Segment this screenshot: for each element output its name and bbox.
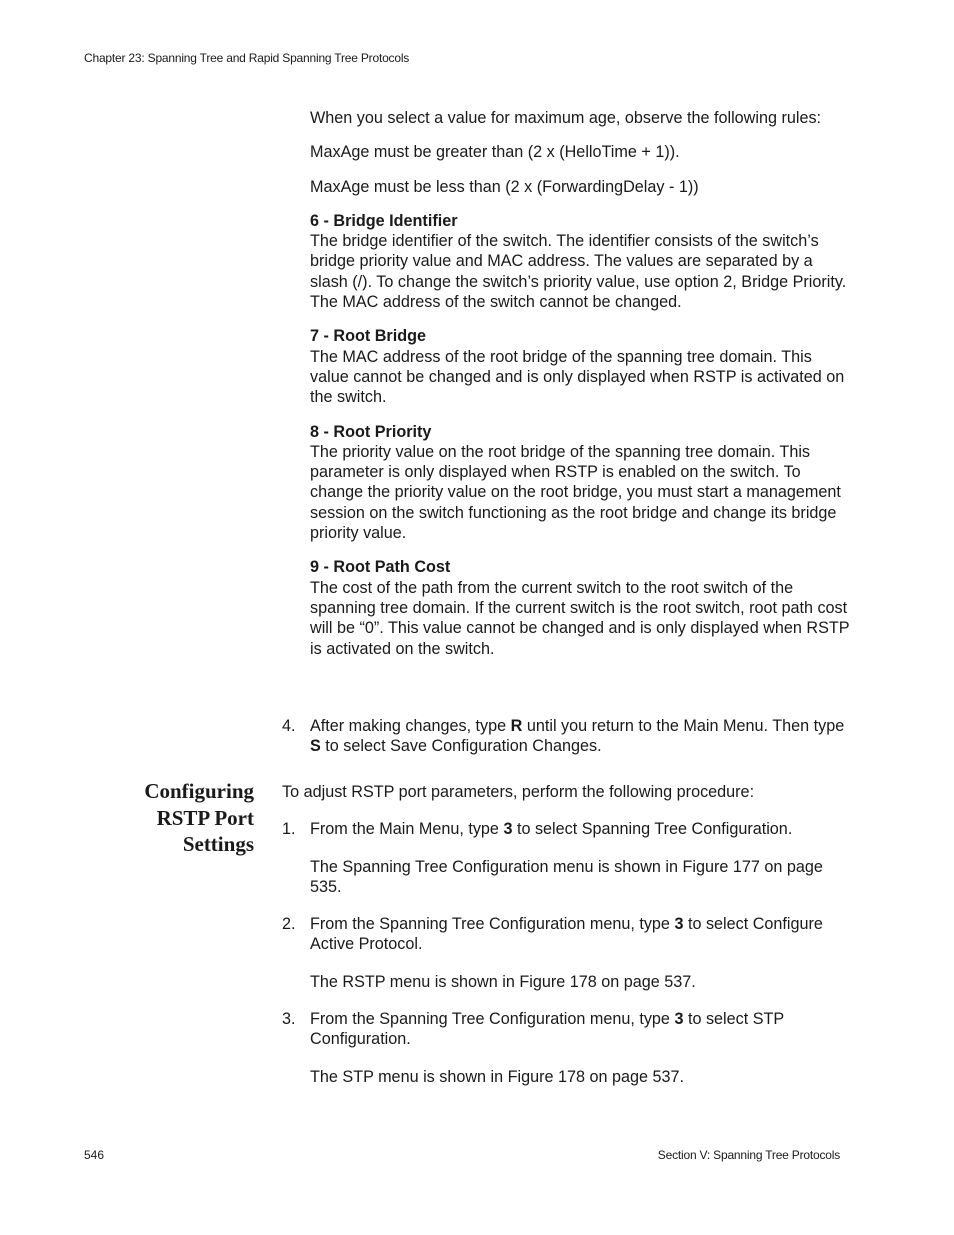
maxage-intro: When you select a value for maximum age, observe the following rules:: [310, 109, 822, 127]
term-title: 7 - Root Bridge: [310, 327, 427, 346]
term-text: The MAC address of the root bridge of the spanning tree domain. This value cannot be changed and is only displayed when RSTP is activated on the switch.: [310, 347, 845, 407]
term-root-path-cost: [310, 557, 850, 658]
running-footer: Section V: Spanning Tree Protocols: [657, 1148, 840, 1162]
step-text: From the Main Menu, type 3 to select Spanning Tree Configuration.: [310, 820, 793, 838]
step-1: [282, 819, 852, 839]
section-heading: Configuring RSTP Port Settings: [144, 779, 254, 856]
key-3: 3: [674, 915, 684, 933]
step-4: [282, 716, 852, 757]
step-number: 2.: [282, 915, 296, 933]
term-title: 9 - Root Path Cost: [310, 558, 451, 577]
step-number: 3.: [282, 1010, 296, 1028]
key-r: R: [510, 717, 523, 735]
step-2: [282, 914, 852, 955]
key-3: 3: [503, 820, 513, 838]
step-text: After making changes, type R until you return to the Main Menu. Then type S to select Save Configuration Changes.: [310, 717, 845, 756]
step-number: 4.: [282, 717, 296, 735]
key-s: S: [310, 737, 321, 756]
maxage-rule-1: MaxAge must be greater than (2 x (HelloTime + 1)).: [310, 143, 680, 162]
term-root-priority: [310, 422, 850, 544]
running-header: Chapter 23: Spanning Tree and Rapid Spanning Tree Protocols: [84, 51, 410, 65]
term-bridge-identifier: [310, 211, 850, 312]
step-3-note: The STP menu is shown in Figure 178 on page 537.: [310, 1068, 685, 1086]
section-intro: To adjust RSTP port parameters, perform the following procedure:: [282, 783, 755, 801]
term-root-bridge: [310, 326, 850, 407]
step-text: From the Spanning Tree Configuration menu, type 3 to select STP Configuration.: [310, 1010, 784, 1049]
step-2-note: The RSTP menu is shown in Figure 178 on page 537.: [310, 973, 696, 991]
key-3: 3: [674, 1010, 684, 1028]
term-text: The bridge identifier of the switch. The identifier consists of the switch’s bridge priority value and MAC address. The values are separated by a slash (/). To change the switch’s priority value, use option 2, Bridge Priority. The MAC address of the switch cannot be changed.: [310, 232, 847, 312]
maxage-rule-2: MaxAge must be less than (2 x (ForwardingDelay - 1)): [310, 177, 699, 196]
term-text: The priority value on the root bridge of the spanning tree domain. This parameter is only displayed when RSTP is enabled on the switch. To change the priority value on the root bridge, you must start a management session on the switch functioning as the root bridge and change its bridge priority value.: [310, 442, 841, 543]
maxage-rules: [310, 108, 850, 673]
page-number: 546: [84, 1148, 105, 1162]
term-text: The cost of the path from the current switch to the root switch of the spanning tree domain. If the current switch is the root switch, root path cost will be “0”. This value cannot be changed and is only displayed when RSTP is activated on the switch.: [310, 578, 850, 658]
step-1-note: The Spanning Tree Configuration menu is shown in Figure 177 on page 535.: [310, 858, 823, 897]
term-title: 8 - Root Priority: [310, 422, 432, 441]
step-3: [282, 1009, 852, 1050]
term-title: 6 - Bridge Identifier: [310, 211, 458, 230]
step-number: 1.: [282, 820, 296, 838]
step-text: From the Spanning Tree Configuration menu, type 3 to select Configure Active Protocol.: [310, 915, 823, 954]
